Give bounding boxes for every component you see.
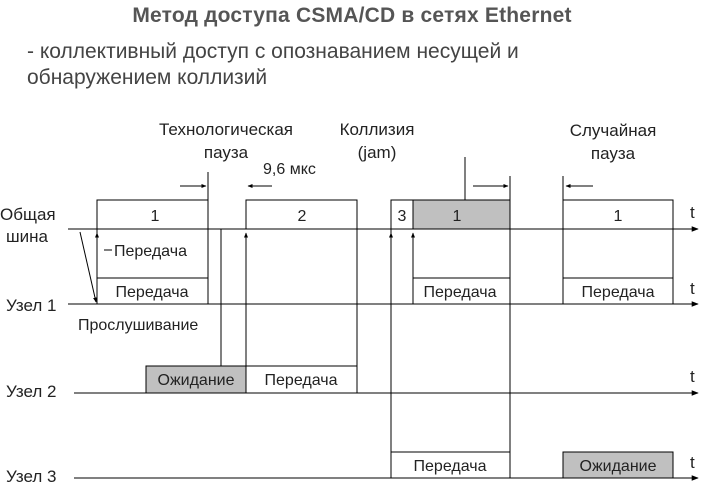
subtitle-line-2: обнаружением коллизий [27, 66, 268, 89]
bus-label-line2: шина [6, 227, 48, 246]
node2-transmit-label: Передача [264, 372, 338, 389]
listening-label: Прослушивание [78, 317, 199, 334]
page-title: Метод доступа CSMA/CD в сетях Ethernet [132, 4, 572, 27]
collision-label-line1: Коллизия [339, 120, 415, 139]
node1-axis-t: t [690, 279, 695, 298]
bus-frame-1-label: 1 [150, 208, 160, 225]
random-pause-label-line2: пауза [590, 144, 636, 163]
tech-pause-label-line2: пауза [203, 143, 249, 162]
bus-frame-2-label: 2 [297, 208, 307, 225]
bus-label-line1: Общая [0, 205, 56, 224]
node2-label: Узел 2 [6, 382, 57, 401]
node1-retry-transmit-label: Передача [581, 284, 655, 301]
node3-wait-label: Ожидание [579, 458, 657, 475]
tech-pause-value: 9,6 мкс [263, 161, 316, 178]
subtitle-line-1: - коллективный доступ с опознаванием несущей и [27, 40, 519, 63]
node2-axis-t: t [690, 367, 695, 386]
bus-collision-frame [413, 200, 510, 229]
bus-axis-t: t [690, 203, 695, 222]
node1-collision-transmit-label: Передача [423, 284, 497, 301]
node3-transmit-label: Передача [413, 458, 487, 475]
listening-arrow [80, 232, 96, 302]
bus-frame-3-label: 3 [397, 208, 407, 225]
bus-collision-frame-label: 1 [452, 208, 462, 225]
bus-frame-retry-label: 1 [613, 208, 623, 225]
bus-transmit-label: Передача [114, 243, 187, 260]
node3-label: Узел 3 [6, 467, 57, 486]
node1-transmit-label: Передача [115, 284, 189, 301]
node2-wait-label: Ожидание [157, 372, 235, 389]
node3-axis-t: t [690, 453, 695, 472]
collision-label-line2: (jam) [357, 143, 397, 162]
tech-pause-label-line1: Технологическая [158, 120, 294, 139]
node1-label: Узел 1 [6, 296, 57, 315]
random-pause-label-line1: Случайная [569, 121, 657, 140]
